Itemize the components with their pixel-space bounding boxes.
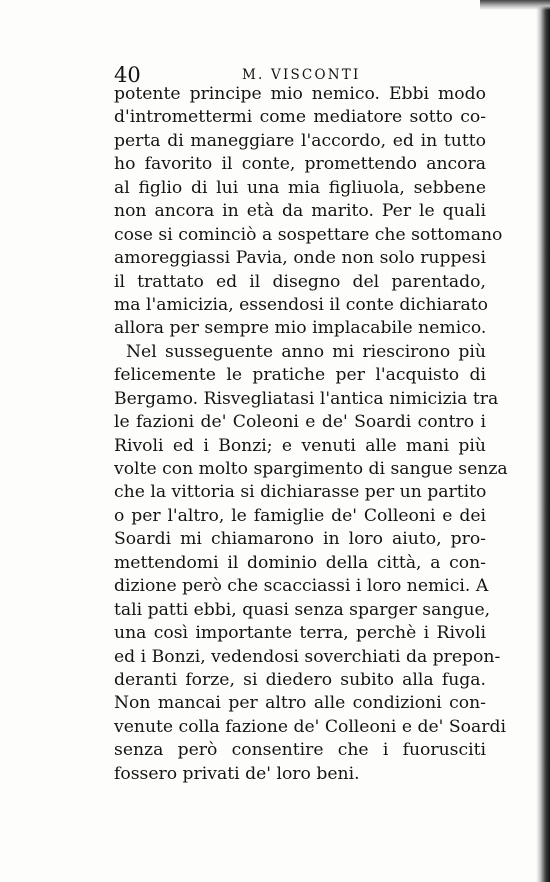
page-corner-shadow <box>480 0 550 10</box>
text-line: senza però consentire che i fuorusciti <box>114 740 486 761</box>
text-line: tali patti ebbi, quasi senza sparger sangue, <box>114 599 491 620</box>
text-line: Nel susseguente anno mi riescirono più <box>126 341 486 362</box>
text-line: Soardi mi chiamarono in loro aiuto, pro- <box>114 529 486 550</box>
text-line: al figlio di lui una mia figliuola, sebbene <box>114 177 486 198</box>
text-line: non ancora in età da marito. Per le quali <box>114 201 486 222</box>
page-edge-shadow <box>536 0 550 882</box>
text-line: o per l'altro, le famiglie de' Colleoni e dei <box>114 505 486 526</box>
text-line: Non mancai per altro alle condizioni con- <box>114 693 486 714</box>
text-line: Rivoli ed i Bonzi; e venuti alle mani più <box>114 435 486 456</box>
text-line: dizione però che scacciassi i loro nemici. A <box>114 576 489 597</box>
text-line: amoreggiassi Pavia, onde non solo ruppesi <box>114 248 486 269</box>
text-line: felicemente le pratiche per l'acquisto di <box>114 365 486 386</box>
text-line: una così importante terra, perchè i Rivoli <box>114 623 486 644</box>
text-line: deranti forze, si diedero subito alla fuga. <box>114 669 486 690</box>
text-line: ma l'amicizia, essendosi il conte dichiarato <box>114 294 489 315</box>
text-line: cose si cominciò a sospettare che sottomano <box>114 224 503 245</box>
text-line: fossero privati de' loro beni. <box>114 763 360 784</box>
text-line: le fazioni de' Coleoni e de' Soardi contro i <box>114 412 486 433</box>
page-number: 40 <box>114 63 141 87</box>
text-line: che la vittoria si dichiarasse per un partito <box>114 482 487 503</box>
text-line: perta di maneggiare l'accordo, ed in tutto <box>114 130 486 151</box>
running-head: M. VISCONTI <box>242 67 361 83</box>
text-line: mettendomi il dominio della città, a con- <box>114 552 486 573</box>
text-line: d'intromettermi come mediatore sotto co- <box>114 107 486 128</box>
body-text <box>114 83 508 786</box>
text-line: il trattato ed il disegno del parentado, <box>114 271 486 292</box>
text-line: allora per sempre mio implacabile nemico. <box>114 318 487 339</box>
text-line: Bergamo. Risvegliatasi l'antica nimicizia tra <box>114 388 499 409</box>
text-line: ed i Bonzi, vedendosi soverchiati da prepon- <box>114 646 501 667</box>
text-line: ho favorito il conte, promettendo ancora <box>114 154 486 175</box>
text-line: potente principe mio nemico. Ebbi modo <box>114 84 486 104</box>
text-line: venute colla fazione de' Colleoni e de' Soardi <box>114 716 506 737</box>
text-line: volte con molto spargimento di sangue senza <box>114 459 508 479</box>
